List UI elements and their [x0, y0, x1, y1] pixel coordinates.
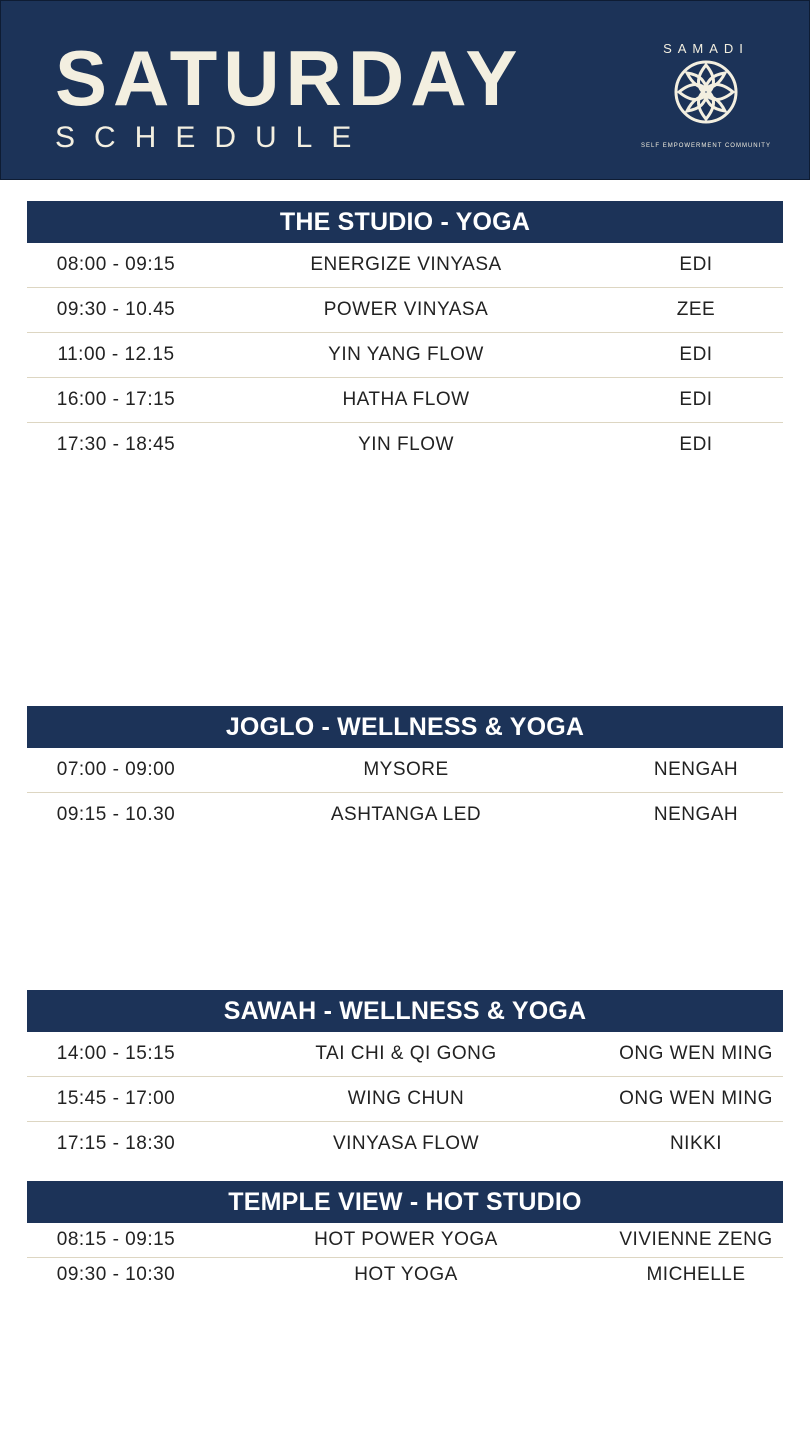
- class-name: HOT POWER YOGA: [314, 1229, 498, 1250]
- class-name: POWER VINYASA: [323, 299, 489, 320]
- class-time: 09:15 - 10.30: [56, 804, 176, 825]
- class-time: 08:00 - 09:15: [56, 254, 176, 275]
- class-name: YIN YANG FLOW: [328, 344, 484, 365]
- class-time: 14:00 - 15:15: [56, 1043, 176, 1064]
- class-time: 17:30 - 18:45: [56, 434, 176, 455]
- class-name: HOT YOGA: [354, 1264, 458, 1285]
- instructor-name: MICHELLE: [646, 1264, 746, 1285]
- class-name: ASHTANGA LED: [330, 804, 482, 825]
- schedule-row: [27, 1032, 783, 1077]
- section-title: JOGLO - WELLNESS & YOGA: [27, 706, 783, 748]
- class-name: TAI CHI & QI GONG: [315, 1043, 497, 1064]
- class-name: YIN FLOW: [358, 434, 454, 455]
- class-name: VINYASA FLOW: [332, 1133, 480, 1154]
- logo-name: SAMADI: [663, 41, 749, 56]
- page-title: SATURDAY: [55, 34, 524, 122]
- section-temple-view: [27, 1181, 783, 1292]
- section-joglo: [27, 706, 783, 837]
- class-time: 17:15 - 18:30: [56, 1133, 176, 1154]
- class-time: 09:30 - 10.45: [56, 299, 176, 320]
- class-name: HATHA FLOW: [342, 389, 470, 410]
- schedule-row: [27, 793, 783, 837]
- logo-tagline: SELF EMPOWERMENT COMMUNITY: [641, 143, 771, 149]
- section-the-studio: [27, 201, 783, 467]
- instructor-name: ONG WEN MING: [619, 1088, 773, 1109]
- class-name: MYSORE: [363, 759, 449, 780]
- instructor-name: NENGAH: [653, 804, 739, 825]
- instructor-name: VIVIENNE ZENG: [619, 1229, 773, 1250]
- section-title: TEMPLE VIEW - HOT STUDIO: [27, 1181, 783, 1223]
- schedule-row: [27, 333, 783, 378]
- schedule-row: [27, 1122, 783, 1166]
- schedule-row: [27, 748, 783, 793]
- samadi-logo: [641, 27, 771, 157]
- instructor-name: EDI: [679, 344, 713, 365]
- instructor-name: EDI: [679, 434, 713, 455]
- class-name: WING CHUN: [347, 1088, 465, 1109]
- schedule-row: [27, 1077, 783, 1122]
- class-name: ENERGIZE VINYASA: [310, 254, 502, 275]
- schedule-row: [27, 423, 783, 467]
- header-banner: [0, 0, 810, 180]
- instructor-name: ZEE: [676, 299, 716, 320]
- instructor-name: NENGAH: [653, 759, 739, 780]
- class-time: 07:00 - 09:00: [56, 759, 176, 780]
- class-time: 11:00 - 12.15: [57, 344, 175, 365]
- schedule-row: [27, 288, 783, 333]
- schedule-row: [27, 1223, 783, 1258]
- instructor-name: NIKKI: [669, 1133, 723, 1154]
- schedule-row: [27, 378, 783, 423]
- section-title: THE STUDIO - YOGA: [27, 201, 783, 243]
- schedule-row: [27, 1258, 783, 1292]
- class-time: 08:15 - 09:15: [56, 1229, 176, 1250]
- schedule-row: [27, 243, 783, 288]
- class-time: 16:00 - 17:15: [56, 389, 176, 410]
- section-sawah: [27, 990, 783, 1166]
- section-title: SAWAH - WELLNESS & YOGA: [27, 990, 783, 1032]
- instructor-name: EDI: [679, 389, 713, 410]
- class-time: 15:45 - 17:00: [56, 1088, 176, 1109]
- class-time: 09:30 - 10:30: [56, 1264, 176, 1285]
- page-subtitle: SCHEDULE: [55, 121, 371, 154]
- instructor-name: EDI: [679, 254, 713, 275]
- instructor-name: ONG WEN MING: [619, 1043, 773, 1064]
